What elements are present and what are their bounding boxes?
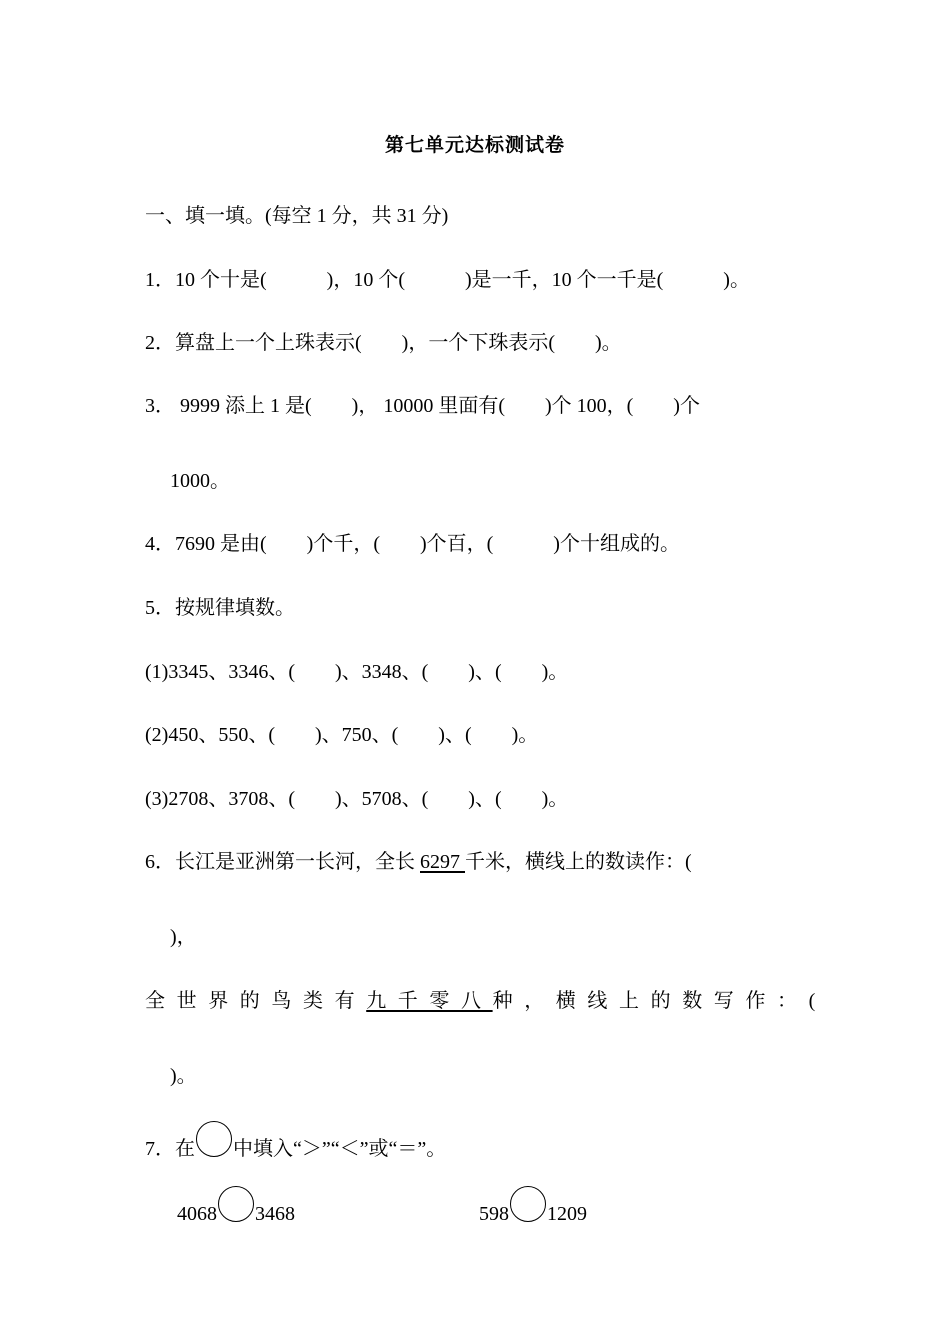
pair2-left: 598 bbox=[479, 1203, 509, 1225]
compare-circle-input[interactable] bbox=[218, 1186, 254, 1222]
question-7 bbox=[145, 1127, 447, 1160]
pair1-right: 3468 bbox=[255, 1203, 295, 1225]
q7-prefix: 7．在 bbox=[145, 1138, 195, 1160]
q6-part2-underlined-words: 九千零八 bbox=[366, 990, 493, 1012]
question-6-part2-close: )。 bbox=[170, 1065, 197, 1087]
question-6-part1-close: )， bbox=[170, 926, 197, 948]
compare-circle-input[interactable] bbox=[510, 1186, 546, 1222]
page-title: 第七单元达标测试卷 bbox=[384, 135, 565, 156]
compare-pair-1 bbox=[177, 1192, 295, 1225]
q7-suffix: 中填入“＞”“＜”或“＝”。 bbox=[233, 1138, 447, 1160]
q6-part2-suffix: 种，横线上的数写作：( bbox=[492, 990, 827, 1012]
question-2: 2．算盘上一个上珠表示( )，一个下珠表示( )。 bbox=[145, 332, 622, 354]
q6-part1-suffix: 千米，横线上的数读作：( bbox=[465, 851, 692, 873]
question-4: 4．7690 是由( )个千，( )个百，( )个十组成的。 bbox=[145, 533, 680, 555]
compare-circle-icon bbox=[196, 1121, 232, 1157]
question-3-line1: 3． 9999 添上 1 是( )， 10000 里面有( )个 100，( )个 bbox=[145, 395, 700, 417]
q6-part1-underlined-number: 6297 bbox=[420, 851, 465, 873]
q6-part2-prefix: 全世界的鸟类有 bbox=[145, 990, 367, 1012]
question-5-item-1: (1)3345、3346、( )、3348、( )、( )。 bbox=[145, 661, 569, 683]
question-5-heading: 5．按规律填数。 bbox=[145, 597, 295, 619]
question-1: 1．10 个十是( )，10 个( )是一千，10 个一千是( )。 bbox=[145, 269, 750, 291]
section-heading: 一、填一填。(每空 1 分，共 31 分) bbox=[145, 205, 449, 227]
question-5-item-3: (3)2708、3708、( )、5708、( )、( )。 bbox=[145, 788, 569, 810]
compare-pair-2 bbox=[479, 1192, 587, 1225]
pair1-left: 4068 bbox=[177, 1203, 217, 1225]
question-5-item-2: (2)450、550、( )、750、( )、( )。 bbox=[145, 724, 539, 746]
question-6-part2 bbox=[145, 988, 827, 1014]
q6-part1-prefix: 6．长江是亚洲第一长河，全长 bbox=[145, 851, 420, 873]
question-3-line2: 1000。 bbox=[170, 470, 230, 492]
question-6-part1 bbox=[145, 849, 692, 875]
pair2-right: 1209 bbox=[547, 1203, 587, 1225]
